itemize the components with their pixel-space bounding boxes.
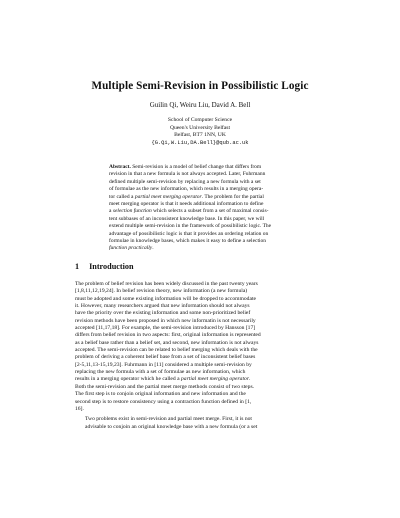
body-line: results in a merging operator which he called a partial meet merging operator. bbox=[75, 376, 251, 383]
body-line: have the priority over the existing information and some non-prioritized belief bbox=[75, 310, 251, 317]
body-line: revision methods have been proposed in which new informatin is not necessarily bbox=[75, 317, 256, 324]
body-line: problem of deriving a coherent belief base from a set of inconsistent belief bases bbox=[75, 354, 256, 361]
abstract-line: defined multiple semi-revision by replacing a new formula with a set bbox=[109, 178, 261, 185]
body-line: Two problems exist in semi-revision and partial meet merge. First, it is not bbox=[85, 416, 252, 423]
body-line: [1,8,11,12,19,24]. In belief revision theory, new information (a new formula) bbox=[75, 288, 248, 295]
abstract-line: meet merging operator is that it needs additional information to define bbox=[109, 201, 264, 208]
section-title: Introduction bbox=[89, 262, 134, 271]
section-heading bbox=[75, 262, 134, 271]
body-line: accepted. The semi-revision can be related to belief merging which deals with the bbox=[75, 347, 258, 354]
abstract bbox=[109, 164, 297, 253]
paragraph bbox=[75, 416, 326, 431]
abstract-line: Abstract. Semi-revision is a model of belief change that differs from bbox=[109, 164, 262, 170]
body-line: second step is to restore consistency using a contraction function defined in [1, bbox=[75, 398, 252, 405]
body-line: must be adopted and some existing information will be dropped to accommodate bbox=[75, 295, 256, 302]
abstract-line: tor called a partial meet merging operator. The problem for the partial bbox=[109, 193, 264, 200]
body-line: The first step is to conjoin original information and new information and the bbox=[75, 391, 246, 398]
abstract-line: of formulae as the new information, which results in a merging opera- bbox=[109, 186, 264, 193]
abstract-line: function practically. bbox=[109, 245, 154, 252]
body-line: [2-5,11,13-15,19,23]. Fuhrmann in [11] considered a multiple semi-revision by bbox=[75, 361, 252, 368]
abstract-line: a selection function which selects a subset from a set of maximal consis- bbox=[109, 208, 269, 215]
affiliation-line: Queen's University Belfast bbox=[169, 124, 231, 131]
body-line: replacing the new formula with a set of formulae as new information, which bbox=[75, 369, 246, 376]
abstract-label: Abstract. bbox=[109, 164, 131, 170]
paper-title: Multiple Semi-Revision in Possibilistic Logic bbox=[91, 80, 309, 92]
paragraph bbox=[75, 281, 326, 413]
affiliation-block bbox=[0, 117, 400, 147]
abstract-line: extend multiple semi-revision in the framework of possibilistic logic. The bbox=[109, 223, 272, 230]
affiliation-line: Belfast, BT7 1NN, UK bbox=[174, 132, 226, 139]
abstract-line: revision in that a new formula is not always accepted. Later, Fuhrmann bbox=[109, 171, 266, 178]
abstract-line: advantage of possibilistic logic is that it provides an ordering relation on bbox=[109, 230, 269, 237]
section-number: 1 bbox=[75, 262, 80, 271]
body-line: it. However, many researchers argued that new information should not always bbox=[75, 303, 250, 310]
abstract-line: tent subbases of an inconsistent knowledge base. In this paper, we will bbox=[109, 215, 265, 222]
body-line: differs from belief revision in two aspects: first, original information is represented bbox=[75, 332, 261, 339]
body-line: Both the semi-revision and the partial meet merge methods consist of two steps. bbox=[75, 383, 255, 390]
body-line: advisable to conjoin an original knowledge base with a new formula (or a set bbox=[85, 423, 258, 430]
body-line: 16]. bbox=[75, 405, 84, 412]
body-line: The problem of belief revision has been widely discussed in the past twenty years bbox=[75, 281, 258, 287]
author-email: {G.Qi,W.Liu,DA.Bell}@qub.ac.uk bbox=[151, 139, 249, 146]
body-line: accepted [11,17,18]. For example, the semi-revision introduced by Hansson [17] bbox=[75, 325, 256, 332]
body-text bbox=[75, 281, 326, 431]
paper-authors: Guilin Qi, Weiru Liu, David A. Bell bbox=[149, 101, 251, 109]
affiliation-line: School of Computer Science bbox=[167, 117, 233, 123]
abstract-line: formulae in knowledge bases, which makes it easy to define a selection bbox=[109, 238, 267, 245]
body-line: as a belief base rather than a belief set, and second, new information is not always bbox=[75, 339, 259, 346]
